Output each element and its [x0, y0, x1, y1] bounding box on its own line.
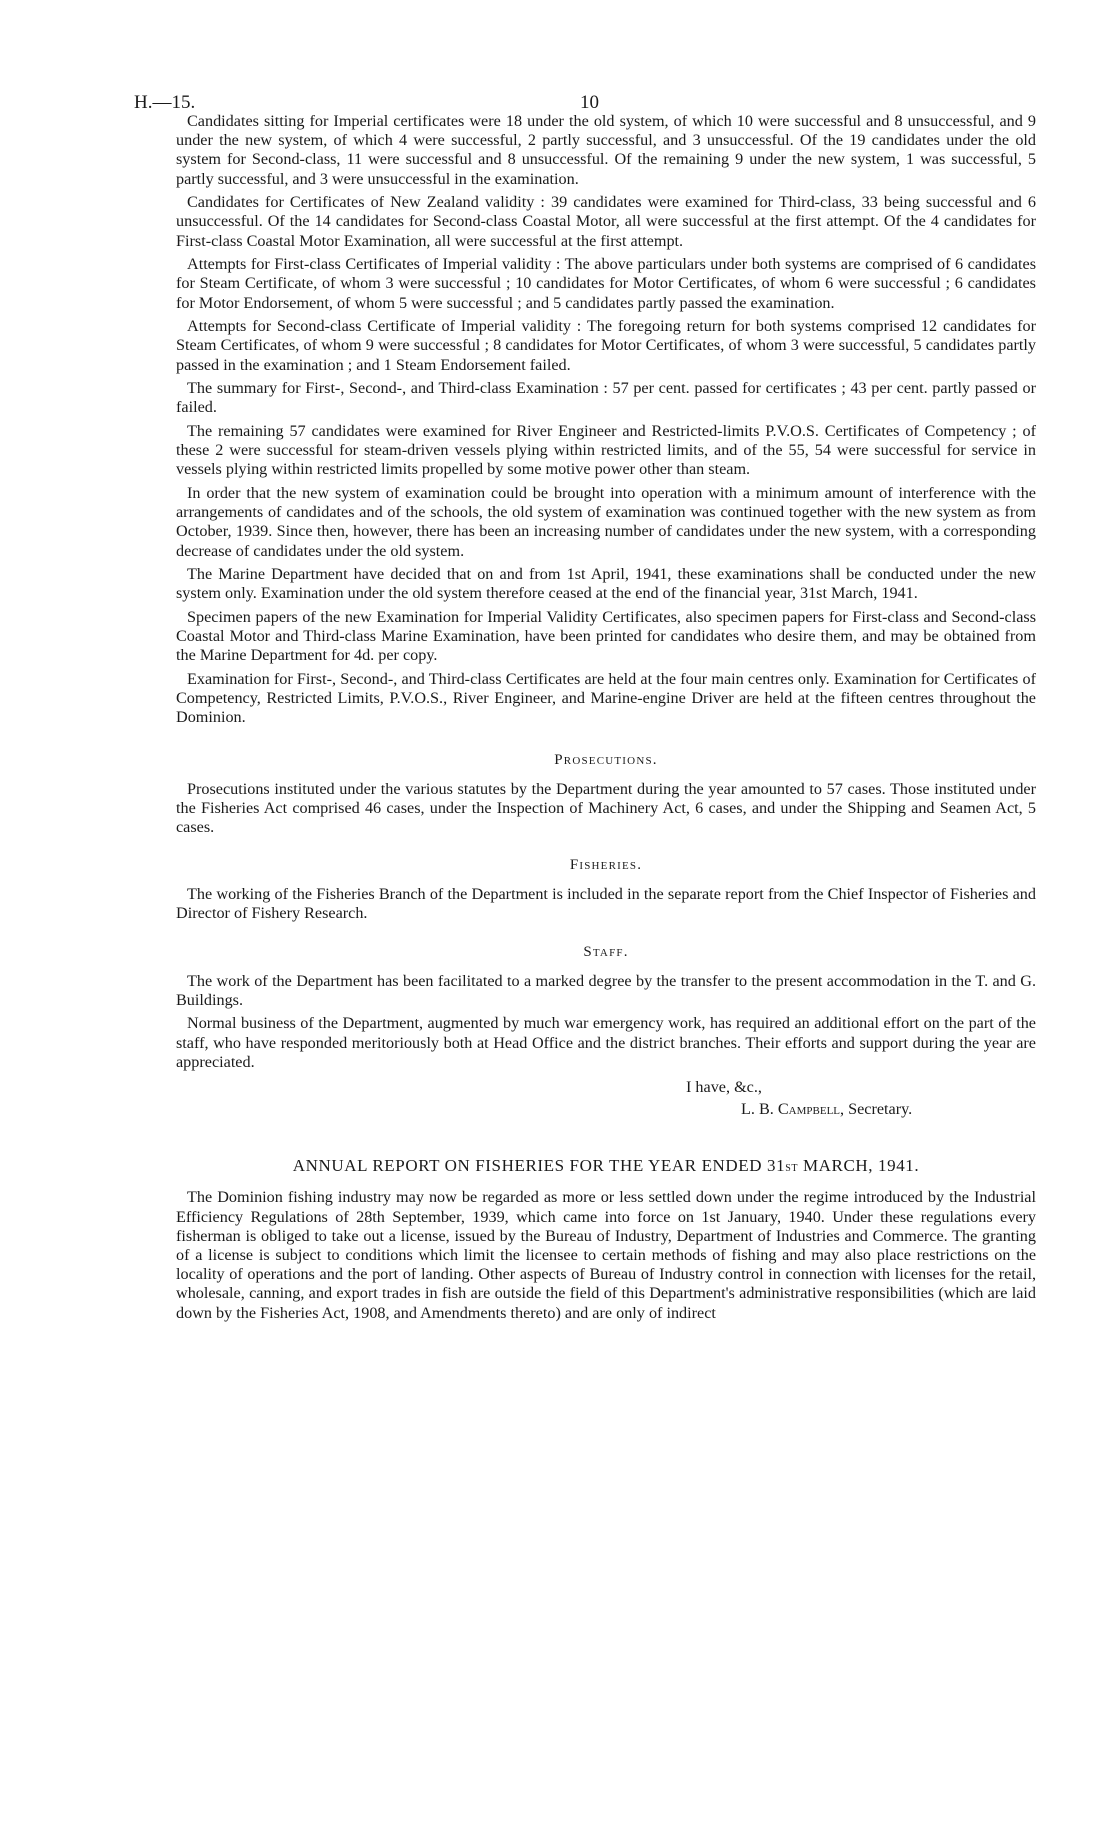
- paragraph: Prosecutions instituted under the various statutes by the Department during the year amounted to 57 cases. Those instituted under the Fisheries Act comprised 46 cases, under the Inspection of Machinery Act, 6 cases, and under the Shipping and Seamen Act, 5 cases.: [176, 779, 1036, 837]
- signatory-name: L. B. Campbell,: [741, 1100, 845, 1119]
- paragraph: In order that the new system of examination could be brought into operation with a minimum amount of interference with the arrangements of candidates and of the schools, the old system of examination was continued together with the new system as from October, 1939. Since then, however, there has been an increasing number of candidates under the new system, with a corresponding decrease of candidates under the old system.: [176, 484, 1036, 560]
- staff-section: [176, 944, 1036, 1072]
- paragraph: The Dominion fishing industry may now be regarded as more or less settled down under the regime introduced by the Industrial Efficiency Regulations of 28th September, 1939, which came into force on 1st January, 1940. Under these regulations every fisherman is obliged to take out a license, issued by the Bureau of Industry, Department of Industries and Commerce. The granting of a license is subject to conditions which limit the licensee to certain methods of fishing and may also place restrictions on the locality of operations and the port of landing. Other aspects of Bureau of Industry control in connection with licenses for the retail, wholesale, canning, and export trades in fish are outside the field of this Department's administrative responsibilities (which are laid down by the Fisheries Act, 1908, and Amendments thereto) and are only of indirect: [176, 1188, 1036, 1322]
- paragraph: The summary for First-, Second-, and Third-class Examination : 57 per cent. passed for certificates ; 43 per cent. partly passed or failed.: [176, 379, 1036, 417]
- paragraph: The working of the Fisheries Branch of the Department is included in the separate report from the Chief Inspector of Fisheries and Director of Fishery Research.: [176, 885, 1036, 923]
- report-title-ordinal: st: [785, 1160, 799, 1176]
- signoff: [176, 1076, 1036, 1120]
- paragraph: Normal business of the Department, augmented by much war emergency work, has required an additional effort on the part of the staff, who have responded meritoriously both at Head Office and the district branches. Their efforts and support during the year are appreciated.: [176, 1014, 1036, 1071]
- section-heading-staff: Staff.: [583, 943, 629, 960]
- paragraph: Examination for First-, Second-, and Third-class Certificates are held at the four main centres only. Examination for Certificates of Competency, Restricted Limits, P.V.O.S., River Engineer, and Marine-engine Driver are held at the fifteen centres throughout the Dominion.: [176, 670, 1036, 727]
- document-page: [134, 72, 1036, 1327]
- prosecutions-section: [176, 752, 1036, 838]
- document-reference: H.—15.: [134, 92, 196, 113]
- paragraph: Attempts for First-class Certificates of Imperial validity : The above particulars under both systems are comprised of 6 candidates for Steam Certificate, of whom 3 were successful ; 10 candidates for Motor Certificates, of whom 6 were successful ; 6 candidates for Motor Endorsement, of whom 5 were successful ; and 5 candidates partly passed the examination.: [176, 255, 1036, 312]
- signatory-role: Secretary.: [848, 1100, 913, 1119]
- signature-line: [176, 1098, 1036, 1120]
- fisheries-section: [176, 857, 1036, 923]
- paragraph: Attempts for Second-class Certificate of Imperial validity : The foregoing return for both systems comprised 12 candidates for Steam Certificates, of whom 9 were successful ; 8 candidates for Motor Certificates, of whom 3 were successful, 5 candidates partly passed in the examination ; and 1 Steam Endorsement failed.: [176, 317, 1036, 374]
- fisheries-report-section: [176, 1156, 1036, 1322]
- paragraph: Specimen papers of the new Examination for Imperial Validity Certificates, also specimen papers for First-class and Second-class Coastal Motor and Third-class Marine Examination, have been printed for candidates who desire them, and may be obtained from the Marine Department for 4d. per copy.: [176, 608, 1036, 665]
- section-heading-fisheries: Fisheries.: [569, 857, 643, 874]
- page-number: 10: [580, 92, 599, 113]
- page-header: [134, 72, 1036, 113]
- report-title: [176, 1156, 1036, 1176]
- paragraph: Candidates for Certificates of New Zealand validity : 39 candidates were examined for Third-class, 33 being successful and 6 unsuccessful. Of the 14 candidates for Second-class Coastal Motor, all were successful at the first attempt. Of the 4 candidates for First-class Coastal Motor Examination, all were successful at the first attempt.: [176, 193, 1036, 250]
- paragraph: The Marine Department have decided that on and from 1st April, 1941, these examinations shall be conducted under the new system only. Examination under the old system therefore ceased at the end of the financial year, 31st March, 1941.: [176, 565, 1036, 603]
- examinations-section: [176, 112, 1036, 728]
- section-heading-prosecutions: Prosecutions.: [554, 751, 658, 768]
- report-title-end: MARCH, 1941.: [798, 1156, 920, 1176]
- report-title-main: ANNUAL REPORT ON FISHERIES FOR THE YEAR ENDED 31: [292, 1156, 786, 1176]
- paragraph: The remaining 57 candidates were examined for River Engineer and Restricted-limits P.V.O.S. Certificates of Competency ; of these 2 were successful for steam-driven vessels plying within restricted limits, and of the 55, 54 were successful for service in vessels plying within restricted limits propelled by some motive power other than steam.: [176, 422, 1036, 479]
- signoff-greeting: I have, &c.,: [686, 1078, 762, 1097]
- paragraph: The work of the Department has been facilitated to a marked degree by the transfer to the present accommodation in the T. and G. Buildings.: [176, 971, 1036, 1009]
- paragraph: Candidates sitting for Imperial certificates were 18 under the old system, of which 10 were successful and 8 unsuccessful, and 9 under the new system, of which 4 were successful, 2 partly successful, and 3 unsuccessful. Of the 19 candidates under the old system for Second-class, 11 were successful and 8 unsuccessful. Of the remaining 9 under the new system, 1 was successful, 5 partly successful, and 3 were unsuccessful in the examination.: [176, 112, 1036, 188]
